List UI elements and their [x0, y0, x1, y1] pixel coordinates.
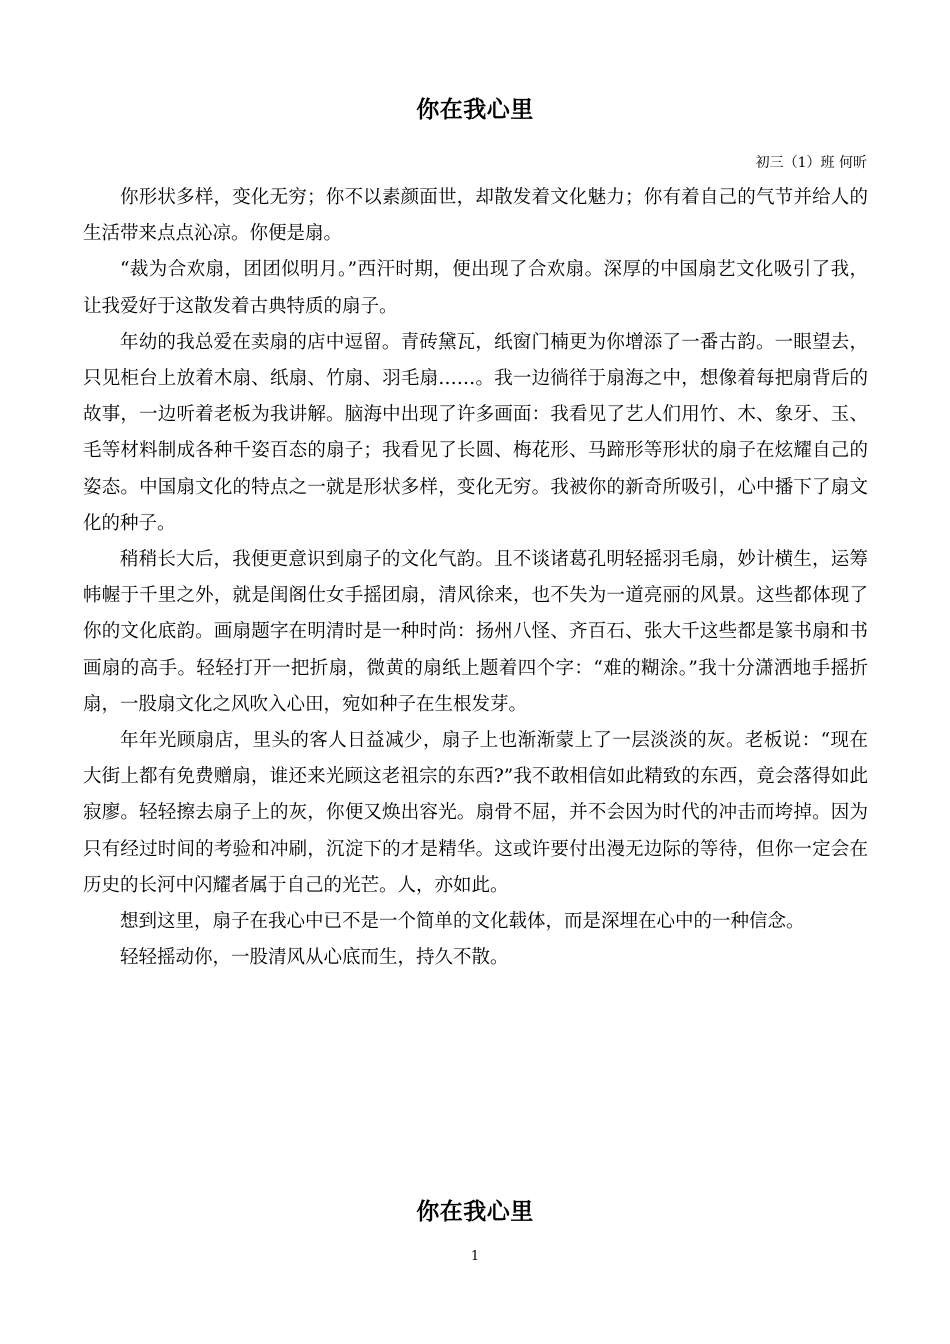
- author-line: 初三（1）班 何昕: [755, 155, 867, 171]
- essay-title: 你在我心里: [416, 96, 534, 123]
- paragraph-7: 轻轻摇动你，一股清风从心底而生，持久不散。: [120, 947, 509, 969]
- paragraph-4: 稍稍长大后，我便更意识到扇子的文化气韵。且不谈诸葛孔明轻摇羽毛扇，妙计横生，运筹帏幄于千里之外，就是闺阁仕女手摇团扇，清风徐来，也不失为一道亮丽的风景。这些都体现了你的文化底韵。画扇题字在明清时是一种时尚：扬州八怪、齐百石、张大千这些都是篆书扇和书画扇的高手。轻轻打开一把折扇，微黄的扇纸上题着四个字：“难的糊涂。”我十分潇洒地手摇折扇，一股扇文化之风吹入心田，宛如种子在生根发芽。: [83, 549, 868, 715]
- paragraph-6: 想到这里，扇子在我心中已不是一个简单的文化载体，而是深埋在心中的一种信念。: [120, 911, 805, 933]
- paragraph-5: 年年光顾扇店，里头的客人日益减少，扇子上也渐渐蒙上了一层淡淡的灰。老板说：“现在大街上都有免费赠扇，谁还来光顾这老祖宗的东西?”我不敢相信如此精致的东西，竟会落得如此寂廖。轻轻擦去扇子上的灰，你便又焕出容光。扇骨不屈，并不会因为时代的冲击而垮掉。因为只有经过时间的考验和冲刷，沉淀下的才是精华。这或许要付出漫无边际的等待，但你一定会在历史的长河中闪耀者属于自己的光芒。人，亦如此。: [83, 730, 868, 896]
- paragraph-3: 年幼的我总爱在卖扇的店中逗留。青砖黛瓦，纸窗门楠更为你增添了一番古韵。一眼望去，只见柜台上放着木扇、纸扇、竹扇、羽毛扇……。我一边徜徉于扇海之中，想像着每把扇背后的故事，一边听着老板为我讲解。脑海中出现了许多画面：我看见了艺人们用竹、木、象牙、玉、毛等材料制成各种千姿百态的扇子；我看见了长圆、梅花形、马蹄形等形状的扇子在炫耀自己的姿态。中国扇文化的特点之一就是形状多样，变化无穷。我被你的新奇所吸引，心中播下了扇文化的种子。: [83, 331, 868, 534]
- page-number: 1: [470, 1249, 480, 1264]
- next-essay-title: 你在我心里: [416, 1198, 534, 1225]
- essay-body: [83, 180, 868, 976]
- paragraph-1: 你形状多样，变化无穷；你不以素颜面世，却散发着文化魅力；你有着自己的气节并给人的生活带来点点沁凉。你便是扇。: [83, 187, 868, 245]
- paragraph-2: “裁为合欢扇，团团似明月。”西汗时期，便出现了合欢扇。深厚的中国扇艺文化吸引了我，让我爱好于这散发着古典特质的扇子。: [83, 259, 868, 317]
